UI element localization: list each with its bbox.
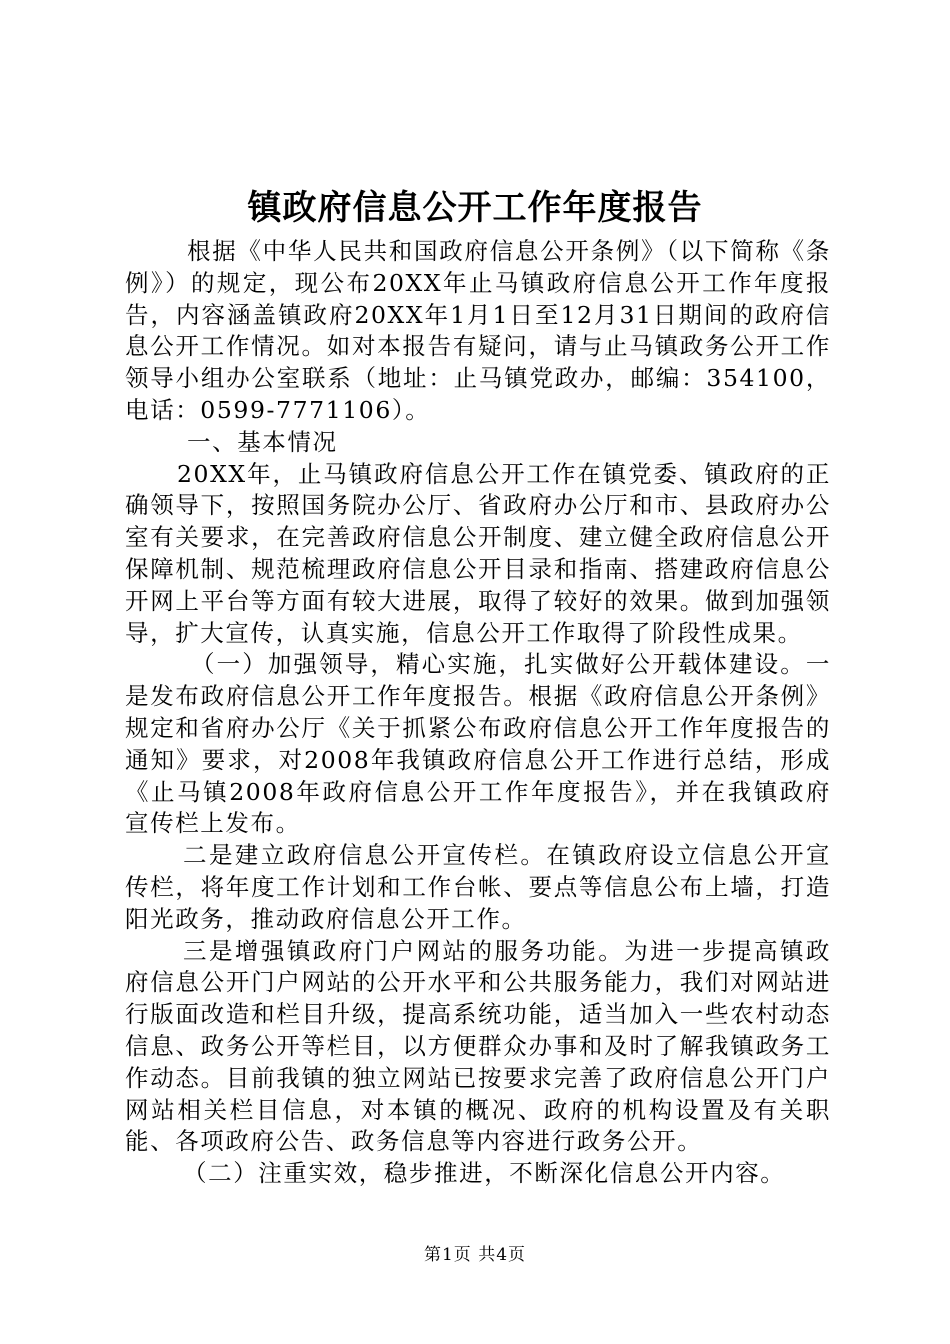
paragraph-subsection-one: （一）加强领导，精心实施，扎实做好公开载体建设。一是发布政府信息公开工作年度报告。根据《政府信息公开条例》规定和省府办公厅《关于抓紧公布政府信息公开工作年度报告的通知》要求，对2008年我镇政府信息公开工作进行总结，形成《止马镇2008年政府信息公开工作年度报告》，并在我镇政府宣传栏上发布。 — [125, 650, 831, 838]
document-title: 镇政府信息公开工作年度报告 — [247, 188, 703, 228]
paragraph-basic-situation: 20XX年，止马镇政府信息公开工作在镇党委、镇政府的正确领导下，按照国务院办公厅、省政府办公厅和市、县政府办公室有关要求，在完善政府信息公开制度、建立健全政府信息公开保障机制、规范梳理政府信息公开目录和指南、搭建政府信息公开网上平台等方面有较大进展，取得了较好的效果。做到加强领导，扩大宣传，认真实施，信息公开工作取得了阶段性成果。 — [125, 459, 831, 647]
section-heading-basic: 一、基本情况 — [187, 427, 338, 456]
page-footer: 第1页 共4页 — [423, 1245, 527, 1265]
document-body — [125, 236, 831, 1190]
paragraph-intro: 根据《中华人民共和国政府信息公开条例》（以下简称《条例》）的规定，现公布20XX年止马镇政府信息公开工作年度报告，内容涵盖镇政府20XX年1月1日至12月31日期间的政府信息公开工作情况。如对本报告有疑问，请与止马镇政务公开工作领导小组办公室联系（地址：止马镇党政办，邮编：354100，电话：0599-7771106）。 — [125, 237, 831, 424]
paragraph-subsection-two: （二）注重实效，稳步推进，不断深化信息公开内容。 — [183, 1159, 786, 1188]
paragraph-bulletin-board: 二是建立政府信息公开宣传栏。在镇政府设立信息公开宣传栏，将年度工作计划和工作台帐、要点等信息公布上墙，打造阳光政务，推动政府信息公开工作。 — [125, 841, 831, 933]
paragraph-website: 三是增强镇政府门户网站的服务功能。为进一步提高镇政府信息公开门户网站的公开水平和公共服务能力，我们对网站进行版面改造和栏目升级，提高系统功能，适当加入一些农村动态信息、政务公开等栏目，以方便群众办事和及时了解我镇政务工作动态。目前我镇的独立网站已按要求完善了政府信息公开门户网站相关栏目信息，对本镇的概况、政府的机构设置及有关职能、各项政府公告、政务信息等内容进行政务公开。 — [125, 936, 831, 1156]
